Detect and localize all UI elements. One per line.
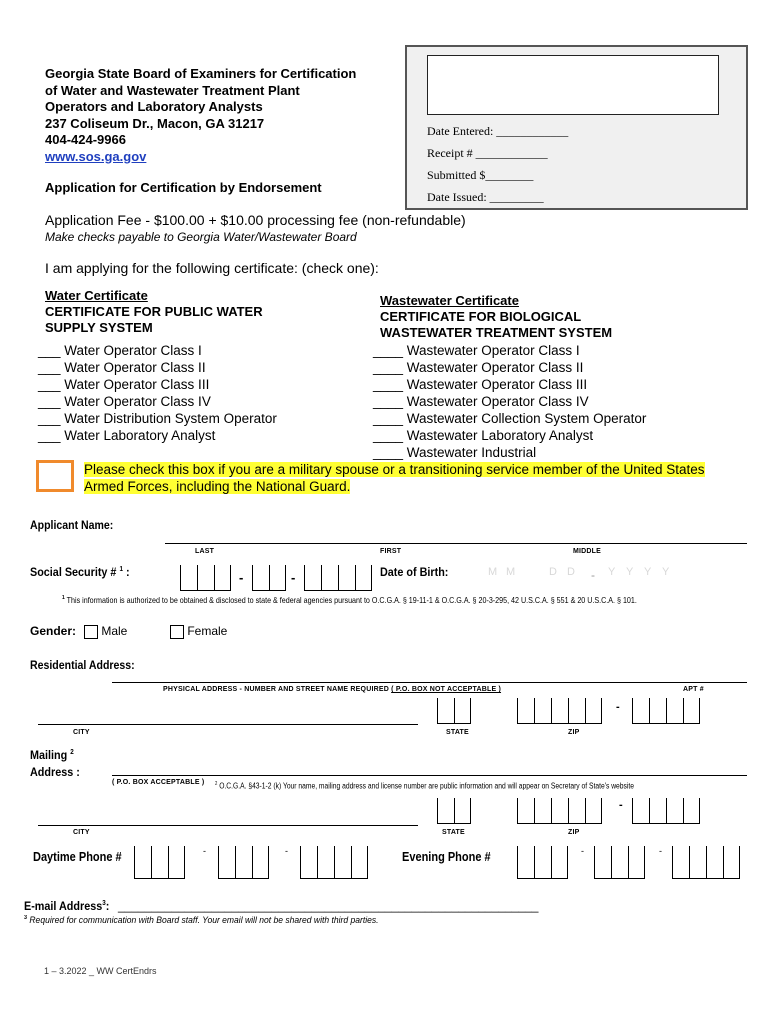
female-option[interactable]	[170, 624, 227, 639]
water-option[interactable]: ___ Water Laboratory Analyst	[38, 428, 216, 443]
dob-field[interactable]	[478, 563, 688, 587]
board-address: 237 Coliseum Dr., Macon, GA 31217	[45, 115, 265, 131]
wastewater-sub-2: WASTEWATER TREATMENT SYSTEM	[380, 325, 613, 340]
application-title: Application for Certification by Endorsement	[45, 180, 322, 195]
middle-caption: MIDDLE	[573, 548, 602, 555]
email-colon: :	[105, 899, 110, 913]
street-caption-text: PHYSICAL ADDRESS - NUMBER AND STREET NAME REQUIRED	[163, 686, 389, 693]
email-label	[24, 899, 109, 913]
board-phone: 404-424-9966	[45, 132, 126, 147]
org-line-3: Operators and Laboratory Analysts	[45, 99, 263, 114]
ssn-label	[30, 565, 130, 579]
dob-ghost-y: Y	[608, 566, 616, 578]
last-caption: LAST	[195, 548, 215, 555]
wastewater-option[interactable]: ____ Wastewater Industrial	[373, 445, 537, 460]
dob-ghost-d: D	[549, 566, 557, 578]
water-heading: Water Certificate	[45, 288, 148, 303]
military-line-1: Please check this box if you are a military spouse or a transitioning service member of the United States	[84, 462, 705, 477]
applicant-name-line[interactable]	[165, 543, 747, 544]
evening-phone-dash-1: -	[581, 846, 584, 856]
dob-ghost-m: M	[506, 566, 516, 578]
water-option[interactable]: ___ Water Operator Class I	[38, 343, 202, 358]
applicant-name-label: Applicant Name:	[30, 518, 114, 532]
residential-state-caption: STATE	[446, 729, 469, 736]
mailing-zip-caption: ZIP	[568, 829, 580, 836]
mailing-city-caption: CITY	[73, 829, 90, 836]
water-option[interactable]: ___ Water Operator Class IV	[38, 394, 211, 409]
footnote-1	[62, 595, 637, 605]
evening-phone-label: Evening Phone #	[402, 850, 491, 864]
mailing-zip-dash: -	[619, 799, 623, 811]
water-option[interactable]: ___ Water Distribution System Operator	[38, 411, 277, 426]
residential-city-caption: CITY	[73, 729, 90, 736]
mailing-state-boxes[interactable]	[437, 798, 471, 824]
mailing-label-1: Mailing	[30, 748, 68, 762]
dob-ghost-y: Y	[662, 566, 670, 578]
residential-zip-boxes[interactable]	[517, 698, 602, 724]
wastewater-option[interactable]: ____ Wastewater Operator Class I	[373, 343, 580, 358]
office-stamp-area	[427, 55, 719, 115]
military-line-2: Armed Forces, including the National Guard.	[84, 479, 351, 494]
daytime-phone-area[interactable]	[134, 846, 185, 879]
water-certificate-section	[45, 288, 263, 336]
office-use-box	[405, 45, 748, 210]
footnote-2	[215, 781, 634, 791]
checks-payable: Make checks payable to Georgia Water/Wastewater Board	[45, 230, 357, 244]
wastewater-options	[373, 342, 646, 461]
gender-row	[30, 624, 76, 638]
male-label: Male	[101, 624, 128, 638]
female-checkbox[interactable]	[170, 625, 184, 639]
residential-street-caption	[163, 686, 501, 693]
mailing-address-label	[30, 744, 80, 781]
mailing-state-caption: STATE	[442, 829, 465, 836]
ssn-label-text: Social Security #	[30, 565, 117, 579]
ssn-serial-boxes[interactable]	[304, 565, 372, 591]
evening-phone-line[interactable]	[672, 846, 740, 879]
dob-ghost-d: D	[567, 566, 575, 578]
footnote-3-marker: 3	[24, 915, 28, 921]
mailing-street-line[interactable]	[112, 775, 747, 776]
water-option[interactable]: ___ Water Operator Class III	[38, 377, 210, 392]
wastewater-option[interactable]: ____ Wastewater Laboratory Analyst	[373, 428, 594, 443]
evening-phone-prefix[interactable]	[594, 846, 645, 879]
footnote-3-text: Required for communication with Board staff. Your email will not be shared with third parties.	[29, 915, 379, 927]
wastewater-heading: Wastewater Certificate	[380, 293, 519, 308]
dob-ghost-y: Y	[626, 566, 634, 578]
footnote-2-marker: 2	[215, 781, 218, 787]
footnote-3	[24, 915, 379, 926]
water-options	[38, 342, 277, 444]
dob-label: Date of Birth:	[380, 565, 449, 579]
org-line-1: Georgia State Board of Examiners for Certification	[45, 66, 357, 81]
military-checkbox[interactable]	[36, 460, 74, 492]
residential-state-boxes[interactable]	[437, 698, 471, 724]
email-input-line[interactable]: _______________________________________________________________	[118, 899, 539, 913]
footnote-1-text: This information is authorized to be obtained & disclosed to state & federal agencies pursuant to O.C.G.A. § 19-11-1 & O.C.G.A. § 20-3-295, 42 U.S.C.A. § 551 & 20 U.S.C.A. § 101.	[66, 595, 637, 605]
daytime-phone-dash-1: -	[203, 846, 206, 856]
ssn-area-boxes[interactable]	[180, 565, 231, 591]
date-issued: Date Issued: _________	[427, 190, 544, 204]
ssn-dash-1: -	[239, 570, 244, 585]
mailing-footnote-ref: 2	[70, 749, 74, 756]
dob-ghost-y: Y	[644, 566, 652, 578]
gender-label: Gender:	[30, 624, 77, 638]
po-not-acceptable: ( P.O. BOX NOT ACCEPTABLE )	[391, 686, 502, 693]
residential-address-label: Residential Address:	[30, 658, 135, 672]
female-label: Female	[187, 624, 228, 638]
board-website-link[interactable]: www.sos.ga.gov	[45, 148, 147, 164]
male-checkbox[interactable]	[84, 625, 98, 639]
board-header	[45, 66, 356, 165]
wastewater-option[interactable]: ____ Wastewater Operator Class II	[373, 360, 584, 375]
first-caption: FIRST	[380, 548, 402, 555]
dob-ghost-m: M	[488, 566, 498, 578]
daytime-phone-dash-2: -	[285, 846, 288, 856]
date-entered: Date Entered: ____________	[427, 124, 569, 138]
wastewater-option[interactable]: ____ Wastewater Operator Class III	[373, 377, 588, 392]
email-footnote-ref: 3	[102, 900, 106, 907]
wastewater-sub-1: CERTIFICATE FOR BIOLOGICAL	[380, 309, 582, 324]
residential-street-line[interactable]	[112, 682, 747, 683]
water-sub-1: CERTIFICATE FOR PUBLIC WATER	[45, 304, 263, 319]
org-line-2: of Water and Wastewater Treatment Plant	[45, 82, 300, 98]
wastewater-option[interactable]: ____ Wastewater Operator Class IV	[373, 394, 589, 409]
residential-city-line[interactable]	[38, 724, 418, 725]
water-option[interactable]: ___ Water Operator Class II	[38, 360, 206, 375]
applying-instruction: I am applying for the following certificate: (check one):	[45, 260, 379, 276]
male-option[interactable]	[84, 624, 127, 639]
application-fee: Application Fee - $100.00 + $10.00 processing fee (non-refundable)	[45, 212, 466, 228]
evening-phone-dash-2: -	[659, 846, 662, 856]
military-notice	[84, 461, 705, 495]
submitted-amount: Submitted $________	[427, 168, 534, 182]
daytime-phone-prefix[interactable]	[218, 846, 269, 879]
mailing-city-line[interactable]	[38, 825, 418, 826]
dob-dash: -	[591, 568, 595, 582]
ssn-footnote-ref: 1	[119, 566, 123, 573]
po-acceptable: ( P.O. BOX ACCEPTABLE )	[112, 779, 205, 786]
residential-zip-dash: -	[616, 701, 620, 713]
receipt-number: Receipt # ____________	[427, 146, 548, 160]
water-sub-2: SUPPLY SYSTEM	[45, 320, 153, 335]
footnote-1-marker: 1	[62, 595, 65, 602]
apt-caption: APT #	[683, 686, 704, 693]
email-label-text: E-mail Address	[24, 899, 103, 913]
ssn-dash-2: -	[291, 570, 296, 585]
residential-zip-caption: ZIP	[568, 729, 580, 736]
ssn-group-boxes[interactable]	[252, 565, 286, 591]
email-row	[24, 899, 119, 913]
wastewater-certificate-section	[380, 293, 612, 341]
daytime-phone-line[interactable]	[300, 846, 368, 879]
footnote-2-text: O.C.G.A. §43-1-2 (k) Your name, mailing address and license number are public information and will appear on Secretary of State's website	[219, 781, 634, 791]
evening-phone-area[interactable]	[517, 846, 568, 879]
mailing-zip-boxes[interactable]	[517, 798, 602, 824]
mailing-zip4-boxes[interactable]	[632, 798, 700, 824]
daytime-phone-label: Daytime Phone #	[33, 850, 122, 864]
mailing-label-2: Address :	[30, 765, 80, 779]
page-footer: 1 – 3.2022 _ WW CertEndrs	[44, 966, 157, 976]
ssn-colon: :	[125, 565, 130, 579]
wastewater-option[interactable]: ____ Wastewater Collection System Operator	[373, 411, 647, 426]
residential-zip4-boxes[interactable]	[632, 698, 700, 724]
